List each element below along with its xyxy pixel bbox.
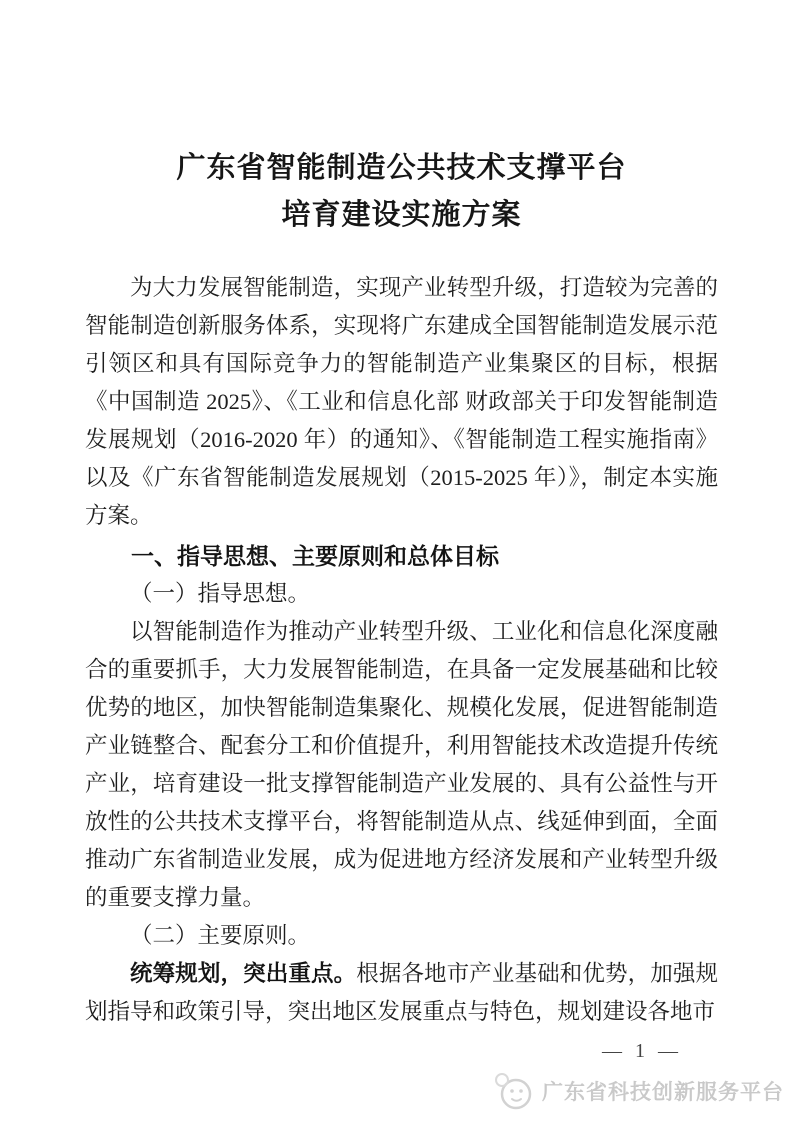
section-1-heading: 一、指导思想、主要原则和总体目标 (131, 543, 499, 570)
subsection-1-heading: （一）指导思想。 (130, 581, 311, 607)
document-title-line-1: 广东省智能制造公共技术支撑平台 (176, 152, 627, 185)
principle-lead-text: 统筹规划，突出重点。 (130, 961, 357, 987)
watermark (493, 1070, 784, 1112)
page-number: — 1 — (602, 1040, 682, 1062)
mascot-logo-icon (493, 1070, 533, 1112)
principles-paragraph (85, 955, 718, 1031)
document-content (85, 19, 718, 1031)
document-title-line-2: 培育建设实施方案 (281, 199, 522, 232)
document-title (85, 19, 718, 239)
guiding-ideology-paragraph: 以智能制造作为推动产业转型升级、工业化和信息化深度融合的重要抓手，大力发展智能制造，在具备一定发展基础和比较优势的地区，加快智能制造集聚化、规模化发展，促进智能制造产业链整合、配套分工和价值提升，利用智能技术改造提升传统产业，培育建设一批支撑智能制造产业发展的、具有公益性与开放性的公共技术支撑平台，将智能制造从点、线延伸到面，全面推动广东省制造业发展，成为促进地方经济发展和产业转型升级的重要支撑力量。 (85, 619, 718, 911)
principle-body-text: 根据各地市产业基础和优势，加强规划指导和政策引导，突出地区发展重点与特色，规划建设各地市 (85, 961, 718, 1025)
intro-paragraph: 为大力发展智能制造，实现产业转型升级，打造较为完善的智能制造创新服务体系，实现将广东建成全国智能制造发展示范引领区和具有国际竞争力的智能制造产业集聚区的目标，根据《中国制造 2025》、《工业和信息化部 财政部关于印发智能制造发展规划（2016-2020 年）的通知》、《智能制造工程实施指南》以及《广东省智能制造发展规划（2015-2025 年）》，制定本实施方案。 (85, 275, 718, 529)
subsection-2-heading: （二）主要原则。 (130, 923, 311, 949)
watermark-text: 广东省科技创新服务平台 (542, 1081, 784, 1104)
